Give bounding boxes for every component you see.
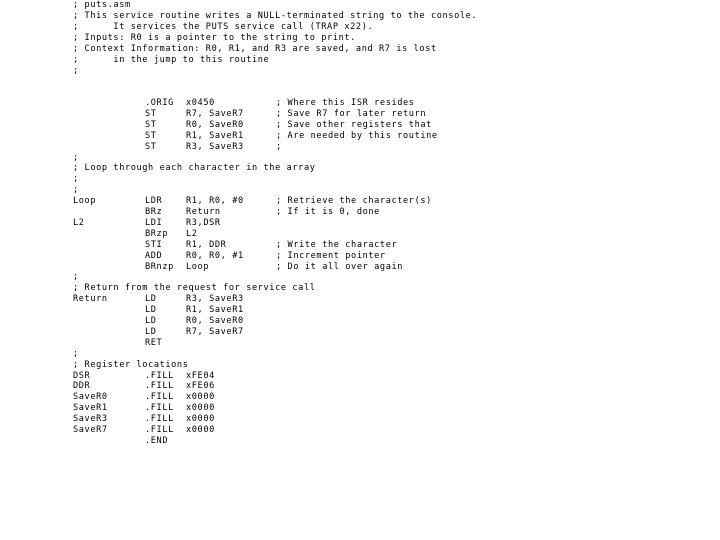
comment-text: ; Register locations xyxy=(73,359,189,370)
line-label: Loop xyxy=(73,196,97,207)
line-label: DDR xyxy=(73,381,91,392)
line-label: DSR xyxy=(73,370,91,381)
inline-comment: ; If it is 0, done xyxy=(276,207,380,217)
comment-text: ; xyxy=(73,185,79,196)
operands: xFE04 xyxy=(186,370,215,381)
line-label: Return xyxy=(73,294,108,305)
comment-text: ; xyxy=(73,272,79,283)
inline-comment: ; Do it all over again xyxy=(276,261,404,272)
operands: Return xyxy=(186,207,221,217)
comment-text: ; Inputs: R0 is a pointer to the string to print. xyxy=(73,33,356,43)
opcode: .FILL xyxy=(145,381,174,392)
line-label: SaveR1 xyxy=(73,403,108,414)
opcode: LD xyxy=(145,316,157,326)
comment-text: ; xyxy=(73,348,79,359)
operands: x0000 xyxy=(186,392,215,403)
opcode: BRz xyxy=(145,207,163,217)
opcode: ST xyxy=(145,130,157,141)
comment-text: ; puts.asm xyxy=(73,0,131,10)
operands: Loop xyxy=(186,261,210,272)
comment-text: ; Loop through each character in the array xyxy=(73,163,316,174)
comment-text: ; This service routine writes a NULL-terminated string to the console. xyxy=(73,11,478,21)
operands: x0000 xyxy=(186,403,215,414)
opcode: ST xyxy=(145,108,157,119)
opcode: .FILL xyxy=(145,414,174,425)
comment-text: ; in the jump to this routine xyxy=(73,55,270,65)
inline-comment: ; Write the character xyxy=(276,239,398,250)
opcode: STI xyxy=(145,239,163,250)
inline-comment: ; Save R7 for later return xyxy=(276,108,427,119)
operands: x0000 xyxy=(186,425,215,435)
operands: R3,DSR xyxy=(186,217,221,228)
operands: xFE06 xyxy=(186,381,215,392)
operands: R0, SaveR0 xyxy=(186,316,244,326)
line-label: L2 xyxy=(73,217,85,228)
operands: R3, SaveR3 xyxy=(186,294,244,305)
inline-comment: ; Increment pointer xyxy=(276,250,386,261)
opcode: .FILL xyxy=(145,403,174,414)
operands: R3, SaveR3 xyxy=(186,141,244,152)
operands: R1, DDR xyxy=(186,239,227,250)
operands: R1, SaveR1 xyxy=(186,305,244,316)
opcode: .END xyxy=(145,435,169,446)
operands: R1, SaveR1 xyxy=(186,130,244,141)
comment-text: ; It services the PUTS service call (TRAP x22). xyxy=(73,22,374,32)
comment-text: ; Return from the request for service call xyxy=(73,283,316,294)
line-label: SaveR3 xyxy=(73,414,108,425)
opcode: .FILL xyxy=(145,370,174,381)
operands: x0450 xyxy=(186,98,215,108)
opcode: LDR xyxy=(145,196,163,207)
opcode: BRzp xyxy=(145,228,169,239)
operands: R0, R0, #1 xyxy=(186,250,244,261)
operands: L2 xyxy=(186,228,198,239)
comment-text: ; Context Information: R0, R1, and R3 are saved, and R7 is lost xyxy=(73,44,437,54)
operands: R1, R0, #0 xyxy=(186,196,244,207)
operands: R7, SaveR7 xyxy=(186,326,244,337)
comment-text: ; xyxy=(73,66,79,76)
opcode: LD xyxy=(145,294,157,305)
opcode: LD xyxy=(145,305,157,316)
inline-comment: ; Where this ISR resides xyxy=(276,98,415,108)
opcode: LD xyxy=(145,326,157,337)
inline-comment: ; Are needed by this routine xyxy=(276,130,438,141)
comment-text: ; xyxy=(73,152,79,163)
opcode: ADD xyxy=(145,250,163,261)
opcode: LDI xyxy=(145,217,163,228)
inline-comment: ; xyxy=(276,141,282,152)
inline-comment: ; Save other registers that xyxy=(276,119,432,130)
comment-text: ; xyxy=(73,174,79,185)
line-label: SaveR0 xyxy=(73,392,108,403)
line-label: SaveR7 xyxy=(73,425,108,435)
opcode: .FILL xyxy=(145,425,174,435)
opcode: ST xyxy=(145,141,157,152)
operands: R0, SaveR0 xyxy=(186,119,244,130)
opcode: .ORIG xyxy=(145,98,174,108)
opcode: ST xyxy=(145,119,157,130)
operands: R7, SaveR7 xyxy=(186,108,244,119)
operands: x0000 xyxy=(186,414,215,425)
opcode: BRnzp xyxy=(145,261,174,272)
opcode: .FILL xyxy=(145,392,174,403)
inline-comment: ; Retrieve the character(s) xyxy=(276,196,432,207)
opcode: RET xyxy=(145,337,163,348)
